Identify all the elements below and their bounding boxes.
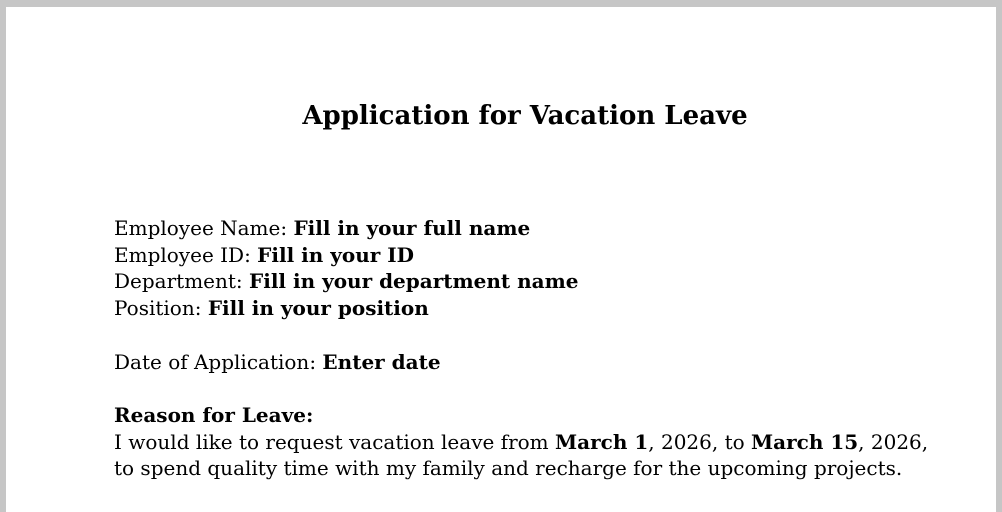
- spacer: [114, 322, 954, 349]
- position-value[interactable]: Fill in your position: [207, 296, 429, 321]
- reason-text-part-1: I would like to request vacation leave from: [114, 429, 556, 454]
- position-line: [114, 295, 954, 322]
- employee-name-line: [114, 215, 954, 242]
- department-label: Department:: [114, 269, 243, 294]
- employee-id-label: Employee ID:: [114, 242, 251, 267]
- spacer: [114, 375, 954, 402]
- position-label: Position:: [114, 296, 202, 321]
- date-line: [114, 349, 954, 376]
- reason-end-date: March 15: [751, 429, 859, 454]
- document-body: [114, 215, 954, 482]
- employee-id-line: [114, 242, 954, 269]
- reason-heading-text: Reason for Leave:: [114, 402, 314, 427]
- employee-name-value[interactable]: Fill in your full name: [293, 216, 531, 240]
- department-value[interactable]: Fill in your department name: [249, 269, 579, 294]
- reason-paragraph[interactable]: [114, 429, 954, 482]
- date-value[interactable]: Enter date: [322, 349, 441, 374]
- reason-start-date: March 1: [555, 429, 649, 454]
- employee-name-label: Employee Name:: [114, 216, 288, 240]
- document-page: [6, 7, 996, 512]
- employee-id-value[interactable]: Fill in your ID: [257, 242, 414, 267]
- document-title: Application for Vacation Leave: [302, 101, 748, 131]
- date-label: Date of Application:: [114, 349, 317, 374]
- department-line: [114, 268, 954, 295]
- reason-text-part-2: , 2026, to: [648, 429, 752, 454]
- reason-heading: [114, 402, 954, 429]
- reason-text-part-3: , 2026, to spend quality time with my family and recharge for the upcoming projects.: [114, 429, 929, 481]
